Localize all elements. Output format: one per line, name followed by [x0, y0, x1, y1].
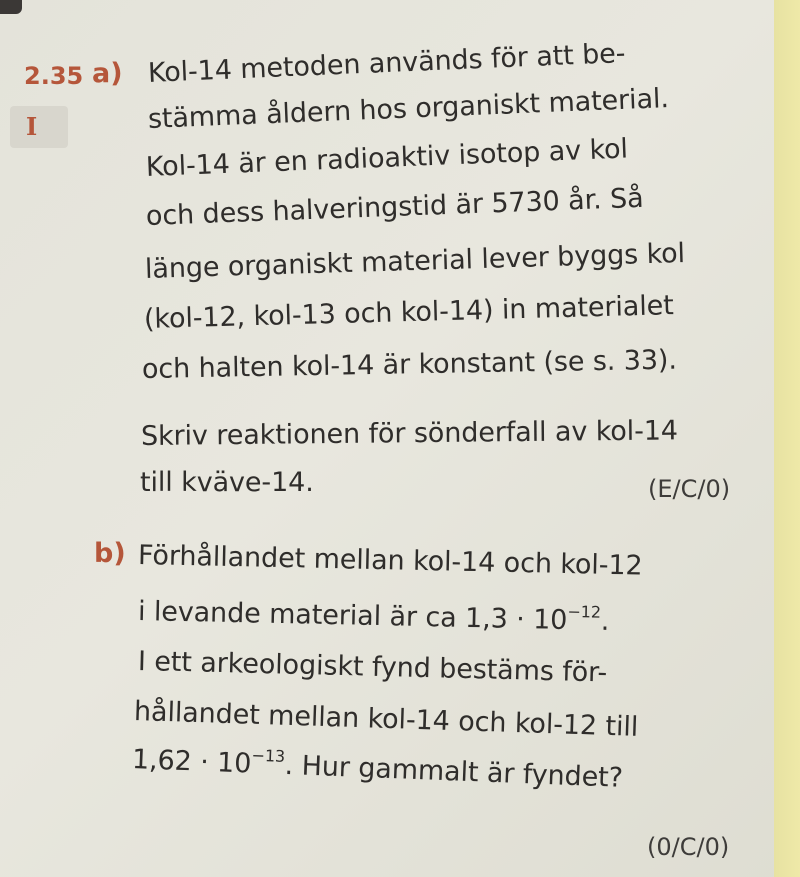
part-a-line-7: och halten kol-14 är konstant (se s. 33). — [141, 344, 678, 385]
part-a-line-8: Skriv reaktionen för sönderfall av kol-14 — [140, 415, 679, 452]
part-a-grade-tag: (E/C/0) — [648, 475, 731, 503]
part-b-line-2 — [138, 596, 610, 638]
part-b-line-4: hållandet mellan kol-14 och kol-12 till — [133, 696, 639, 743]
level-badge — [10, 106, 68, 148]
part-b-line-5-end: . Hur gammalt är fyndet? — [284, 749, 624, 794]
level-label: I — [26, 112, 38, 141]
part-b-line-3: I ett arkeologiskt fynd bestäms för- — [137, 646, 608, 689]
problem-number: 2.35 — [24, 62, 84, 90]
part-b-line-2-end: . — [600, 605, 610, 637]
part-a-line-2: stämma åldern hos organiskt material. — [147, 83, 670, 135]
part-a-line-9: till kväve-14. — [140, 467, 314, 498]
part-a-label: a) — [92, 58, 123, 89]
part-b-line-5 — [131, 744, 623, 795]
part-b-label: b) — [94, 538, 126, 569]
part-a-line-6: (kol-12, kol-13 och kol-14) in materialet — [143, 290, 675, 335]
part-a-line-5: länge organiskt material lever byggs kol — [144, 237, 686, 285]
part-b-grade-tag: (0/C/0) — [647, 833, 730, 861]
part-b-line-5-exponent: −13 — [251, 745, 286, 766]
part-a-line-1: Kol-14 metoden används för att be- — [147, 38, 626, 89]
part-b-line-2-exponent: −12 — [567, 601, 602, 622]
part-a-line-4: och dess halveringstid är 5730 år. Så — [145, 182, 645, 232]
page-edge-stripe — [774, 0, 800, 877]
part-b-line-2-text: i levande material är ca 1,3 · 10 — [137, 596, 568, 636]
part-b-line-5-text: 1,62 · 10 — [131, 744, 252, 780]
corner-mark — [0, 0, 22, 14]
part-a-line-3: Kol-14 är en radioaktiv isotop av kol — [145, 133, 629, 183]
part-b-line-1: Förhållandet mellan kol-14 och kol-12 — [137, 540, 643, 582]
